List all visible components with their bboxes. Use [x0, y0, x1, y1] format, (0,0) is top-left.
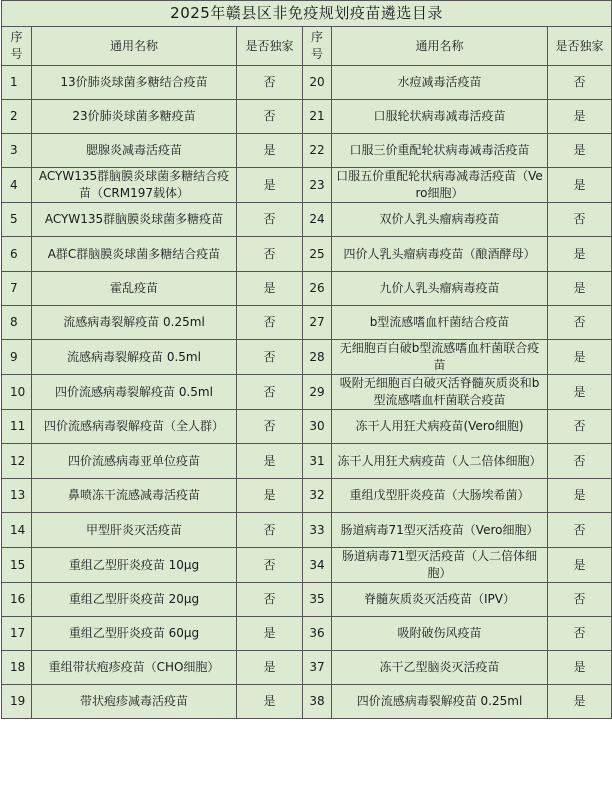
exclusive-cell-left: 否: [237, 548, 303, 583]
exclusive-cell-left: 否: [237, 203, 303, 237]
exclusive-cell-right: 是: [548, 479, 612, 513]
exclusive-cell-left: 否: [237, 306, 303, 340]
exclusive-cell-right: 是: [548, 340, 612, 375]
seq-cell-left: 10: [2, 375, 32, 410]
exclusive-cell-left: 是: [237, 444, 303, 479]
table-row: [2, 375, 612, 410]
table-row: [2, 651, 612, 685]
header-seq-right: 序号: [303, 27, 332, 66]
exclusive-cell-left: 否: [237, 583, 303, 617]
exclusive-cell-right: 否: [548, 583, 612, 617]
seq-cell-left: 11: [2, 410, 32, 444]
exclusive-cell-right: 是: [548, 237, 612, 272]
vaccine-name-cell-left: 四价流感病毒亚单位疫苗: [32, 444, 237, 479]
vaccine-name-cell-left: 流感病毒裂解疫苗 0.5ml: [32, 340, 237, 375]
vaccine-name-cell-left: 鼻喷冻干流感减毒活疫苗: [32, 479, 237, 513]
vaccine-name-cell-left: 重组带状疱疹疫苗（CHO细胞）: [32, 651, 237, 685]
table-row: [2, 100, 612, 134]
exclusive-cell-right: 否: [548, 203, 612, 237]
table-row: [2, 444, 612, 479]
seq-cell-left: 1: [2, 66, 32, 100]
exclusive-cell-right: 是: [548, 548, 612, 583]
vaccine-name-cell-left: ACYW135群脑膜炎球菌多糖结合疫苗（CRM197载体）: [32, 168, 237, 203]
seq-cell-right: 31: [303, 444, 332, 479]
seq-cell-right: 35: [303, 583, 332, 617]
vaccine-name-cell-right: 肠道病毒71型灭活疫苗（Vero细胞）: [332, 513, 548, 548]
vaccine-name-cell-right: b型流感嗜血杆菌结合疫苗: [332, 306, 548, 340]
vaccine-table: [1, 0, 612, 719]
vaccine-name-cell-right: 双价人乳头瘤病毒疫苗: [332, 203, 548, 237]
exclusive-cell-left: 否: [237, 513, 303, 548]
vaccine-name-cell-right: 脊髓灰质炎灭活疫苗（IPV）: [332, 583, 548, 617]
exclusive-cell-left: 否: [237, 100, 303, 134]
seq-cell-right: 26: [303, 272, 332, 306]
exclusive-cell-left: 是: [237, 134, 303, 168]
vaccine-name-cell-left: 重组乙型肝炎疫苗 60μg: [32, 617, 237, 651]
table-row: [2, 583, 612, 617]
vaccine-name-cell-left: A群C群脑膜炎球菌多糖结合疫苗: [32, 237, 237, 272]
seq-cell-right: 34: [303, 548, 332, 583]
vaccine-name-cell-left: 甲型肝炎灭活疫苗: [32, 513, 237, 548]
exclusive-cell-right: 是: [548, 375, 612, 410]
vaccine-name-cell-left: 流感病毒裂解疫苗 0.25ml: [32, 306, 237, 340]
exclusive-cell-right: 是: [548, 272, 612, 306]
seq-cell-left: 7: [2, 272, 32, 306]
exclusive-cell-left: 是: [237, 617, 303, 651]
vaccine-name-cell-left: 13价肺炎球菌多糖结合疫苗: [32, 66, 237, 100]
seq-cell-left: 18: [2, 651, 32, 685]
table-row: [2, 479, 612, 513]
seq-cell-right: 25: [303, 237, 332, 272]
vaccine-name-cell-right: 口服三价重配轮状病毒减毒活疫苗: [332, 134, 548, 168]
table-row: [2, 272, 612, 306]
exclusive-cell-left: 是: [237, 168, 303, 203]
seq-cell-right: 33: [303, 513, 332, 548]
seq-cell-left: 3: [2, 134, 32, 168]
table-row: [2, 685, 612, 719]
vaccine-name-cell-left: 四价流感病毒裂解疫苗 0.5ml: [32, 375, 237, 410]
exclusive-cell-left: 否: [237, 66, 303, 100]
seq-cell-left: 9: [2, 340, 32, 375]
seq-cell-left: 6: [2, 237, 32, 272]
seq-cell-right: 36: [303, 617, 332, 651]
seq-cell-left: 14: [2, 513, 32, 548]
vaccine-name-cell-right: 吸附无细胞百白破灭活脊髓灰质炎和b型流感嗜血杆菌联合疫苗: [332, 375, 548, 410]
header-name-right: 通用名称: [332, 27, 548, 66]
vaccine-name-cell-left: 重组乙型肝炎疫苗 20μg: [32, 583, 237, 617]
table-row: [2, 237, 612, 272]
exclusive-cell-right: 是: [548, 168, 612, 203]
vaccine-list-document: [1, 0, 611, 719]
seq-cell-right: 20: [303, 66, 332, 100]
exclusive-cell-right: 否: [548, 513, 612, 548]
exclusive-cell-right: 否: [548, 617, 612, 651]
exclusive-cell-left: 否: [237, 410, 303, 444]
exclusive-cell-right: 是: [548, 685, 612, 719]
table-row: [2, 306, 612, 340]
vaccine-name-cell-left: ACYW135群脑膜炎球菌多糖疫苗: [32, 203, 237, 237]
seq-cell-left: 5: [2, 203, 32, 237]
exclusive-cell-right: 是: [548, 134, 612, 168]
table-row: [2, 66, 612, 100]
table-row: [2, 134, 612, 168]
seq-cell-right: 22: [303, 134, 332, 168]
vaccine-name-cell-right: 口服轮状病毒减毒活疫苗: [332, 100, 548, 134]
seq-cell-right: 37: [303, 651, 332, 685]
header-exclusive-left: 是否独家: [237, 27, 303, 66]
exclusive-cell-right: 否: [548, 66, 612, 100]
exclusive-cell-right: 否: [548, 306, 612, 340]
exclusive-cell-right: 是: [548, 100, 612, 134]
vaccine-name-cell-right: 口服五价重配轮状病毒减毒活疫苗（Vero细胞）: [332, 168, 548, 203]
seq-cell-left: 19: [2, 685, 32, 719]
seq-cell-left: 4: [2, 168, 32, 203]
vaccine-name-cell-right: 冻干乙型脑炎灭活疫苗: [332, 651, 548, 685]
vaccine-name-cell-right: 无细胞百白破b型流感嗜血杆菌联合疫苗: [332, 340, 548, 375]
seq-cell-right: 24: [303, 203, 332, 237]
seq-cell-left: 12: [2, 444, 32, 479]
seq-cell-left: 16: [2, 583, 32, 617]
exclusive-cell-left: 否: [237, 340, 303, 375]
seq-cell-left: 17: [2, 617, 32, 651]
seq-cell-right: 28: [303, 340, 332, 375]
table-row: [2, 168, 612, 203]
exclusive-cell-right: 否: [548, 444, 612, 479]
seq-cell-right: 23: [303, 168, 332, 203]
seq-cell-right: 29: [303, 375, 332, 410]
table-row: [2, 340, 612, 375]
table-row: [2, 410, 612, 444]
vaccine-name-cell-right: 重组戊型肝炎疫苗（大肠埃希菌）: [332, 479, 548, 513]
exclusive-cell-left: 否: [237, 237, 303, 272]
seq-cell-left: 15: [2, 548, 32, 583]
vaccine-name-cell-left: 23价肺炎球菌多糖疫苗: [32, 100, 237, 134]
seq-cell-left: 2: [2, 100, 32, 134]
table-title: 2025年赣县区非免疫规划疫苗遴选目录: [2, 1, 612, 27]
seq-cell-left: 8: [2, 306, 32, 340]
table-row: [2, 513, 612, 548]
exclusive-cell-left: 否: [237, 375, 303, 410]
header-row: [2, 27, 612, 66]
vaccine-name-cell-left: 腮腺炎减毒活疫苗: [32, 134, 237, 168]
seq-cell-right: 27: [303, 306, 332, 340]
seq-cell-right: 38: [303, 685, 332, 719]
header-exclusive-right: 是否独家: [548, 27, 612, 66]
table-row: [2, 617, 612, 651]
header-name-left: 通用名称: [32, 27, 237, 66]
vaccine-name-cell-right: 四价流感病毒裂解疫苗 0.25ml: [332, 685, 548, 719]
vaccine-name-cell-right: 冻干人用狂犬病疫苗（人二倍体细胞）: [332, 444, 548, 479]
exclusive-cell-left: 是: [237, 651, 303, 685]
exclusive-cell-right: 否: [548, 410, 612, 444]
vaccine-name-cell-right: 吸附破伤风疫苗: [332, 617, 548, 651]
table-row: [2, 548, 612, 583]
vaccine-name-cell-left: 带状疱疹减毒活疫苗: [32, 685, 237, 719]
seq-cell-right: 30: [303, 410, 332, 444]
vaccine-name-cell-right: 肠道病毒71型灭活疫苗（人二倍体细胞）: [332, 548, 548, 583]
vaccine-name-cell-right: 冻干人用狂犬病疫苗(Vero细胞): [332, 410, 548, 444]
seq-cell-left: 13: [2, 479, 32, 513]
seq-cell-right: 21: [303, 100, 332, 134]
vaccine-name-cell-right: 九价人乳头瘤病毒疫苗: [332, 272, 548, 306]
vaccine-name-cell-right: 四价人乳头瘤病毒疫苗（酿酒酵母）: [332, 237, 548, 272]
exclusive-cell-left: 是: [237, 272, 303, 306]
vaccine-name-cell-right: 水痘减毒活疫苗: [332, 66, 548, 100]
exclusive-cell-left: 是: [237, 685, 303, 719]
vaccine-name-cell-left: 四价流感病毒裂解疫苗（全人群）: [32, 410, 237, 444]
header-seq-left: 序号: [2, 27, 32, 66]
vaccine-name-cell-left: 重组乙型肝炎疫苗 10μg: [32, 548, 237, 583]
vaccine-name-cell-left: 霍乱疫苗: [32, 272, 237, 306]
seq-cell-right: 32: [303, 479, 332, 513]
table-row: [2, 203, 612, 237]
exclusive-cell-right: 是: [548, 651, 612, 685]
exclusive-cell-left: 是: [237, 479, 303, 513]
